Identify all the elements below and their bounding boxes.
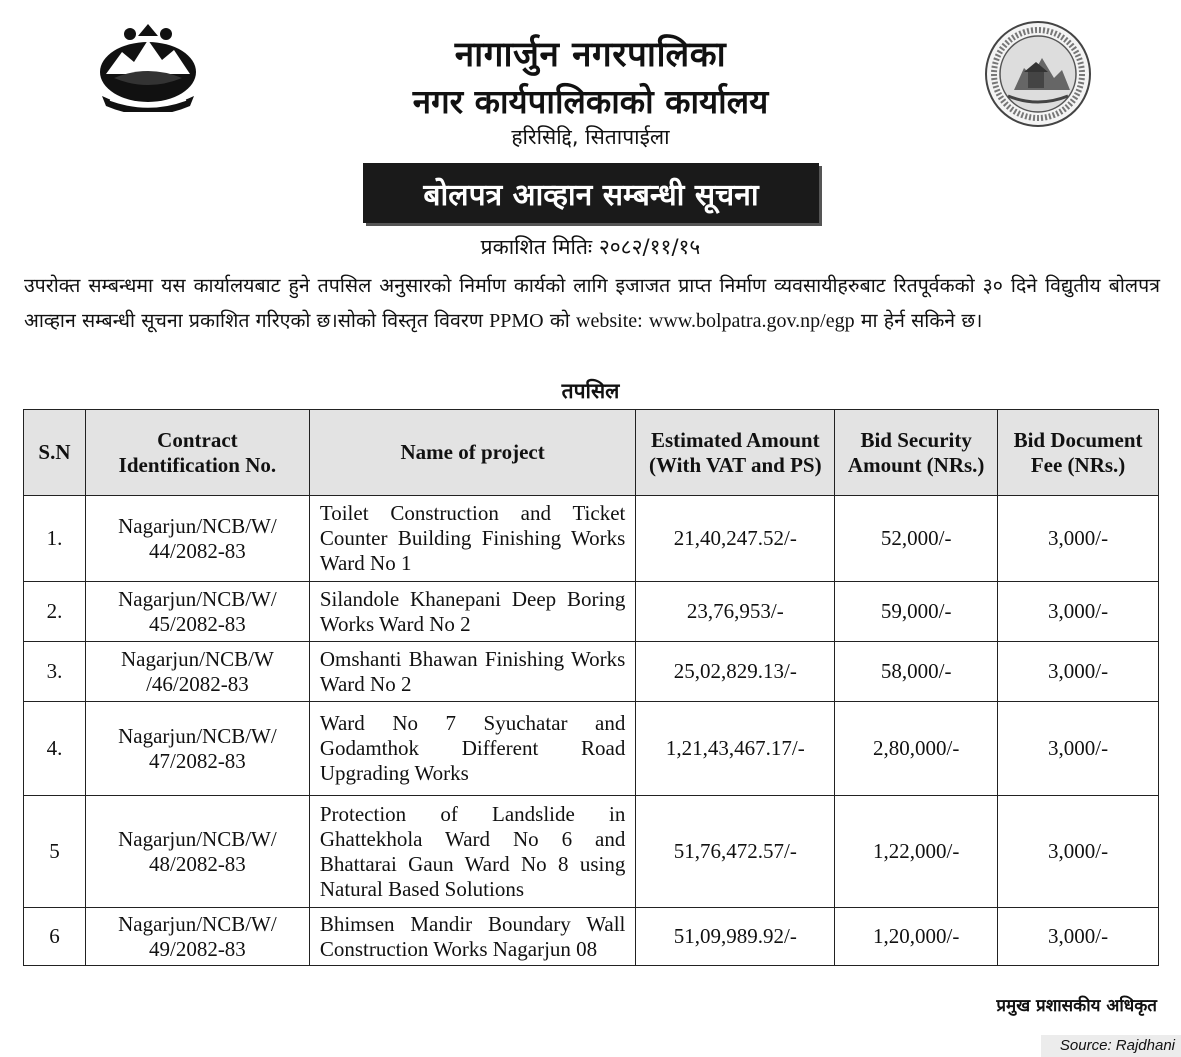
table-row: [24, 702, 1159, 796]
cell-project: Toilet Construction and Ticket Counter Building Finishing Works Ward No 1: [309, 496, 636, 582]
ppmo-text: PPMO: [489, 310, 544, 332]
cell-estimated: 25,02,829.13/-: [636, 642, 835, 702]
cell-estimated: 23,76,953/-: [636, 582, 835, 642]
table-row: [24, 908, 1159, 966]
header-security: Bid Security Amount (NRs.): [835, 410, 998, 496]
body-text-3: मा हेर्न सकिने छ।: [860, 309, 983, 332]
cell-contract: Nagarjun/NCB/W /46/2082-83: [85, 642, 309, 702]
cell-fee: 3,000/-: [998, 796, 1159, 908]
table-row: [24, 796, 1159, 908]
cell-estimated: 1,21,43,467.17/-: [636, 702, 835, 796]
notice-body: [24, 268, 1160, 339]
cell-security: 1,20,000/-: [835, 908, 998, 966]
cell-fee: 3,000/-: [998, 702, 1159, 796]
table-row: [24, 496, 1159, 582]
cell-contract: Nagarjun/NCB/W/ 44/2082-83: [85, 496, 309, 582]
table-header-row: [24, 410, 1159, 496]
cell-contract: Nagarjun/NCB/W/ 45/2082-83: [85, 582, 309, 642]
cell-security: 52,000/-: [835, 496, 998, 582]
cell-estimated: 51,76,472.57/-: [636, 796, 835, 908]
cell-project: Bhimsen Mandir Boundary Wall Construction Works Nagarjun 08: [309, 908, 636, 966]
signatory-title: प्रमुख प्रशासकीय अधिकृत: [996, 996, 1157, 1016]
cell-sn: 3.: [24, 642, 86, 702]
cell-security: 59,000/-: [835, 582, 998, 642]
cell-estimated: 21,40,247.52/-: [636, 496, 835, 582]
cell-contract: Nagarjun/NCB/W/ 49/2082-83: [85, 908, 309, 966]
cell-contract: Nagarjun/NCB/W/ 47/2082-83: [85, 702, 309, 796]
website-label: website:: [576, 310, 643, 332]
office-address: हरिसिद्दि, सितापाईला: [511, 125, 670, 149]
body-text-2: को: [549, 309, 570, 332]
header-estimated: Estimated Amount (With VAT and PS): [636, 410, 835, 496]
published-date: प्रकाशित मितिः २०८२/११/१५: [480, 235, 701, 259]
schedule-heading: तपसिल: [561, 379, 620, 403]
cell-project: Silandole Khanepani Deep Boring Works Ward No 2: [309, 582, 636, 642]
cell-sn: 1.: [24, 496, 86, 582]
cell-sn: 4.: [24, 702, 86, 796]
cell-security: 58,000/-: [835, 642, 998, 702]
cell-fee: 3,000/-: [998, 642, 1159, 702]
header-project: Name of project: [309, 410, 636, 496]
body-text: उपरोक्त सम्बन्धमा यस कार्यालयबाट हुने तपसिल अनुसारको निर्माण कार्यको लागि इजाजत प्राप्त निर्माण व्यवसायीहरुबाट रितपूर्वकको ३० दिने विद्युतीय बोलपत्र आव्हान सम्बन्धी सूचना प्रकाशित गरिएको छ।सोको विस्तृत विवरण: [24, 274, 1160, 332]
cell-security: 2,80,000/-: [835, 702, 998, 796]
cell-security: 1,22,000/-: [835, 796, 998, 908]
cell-contract: Nagarjun/NCB/W/ 48/2082-83: [85, 796, 309, 908]
cell-project: Protection of Landslide in Ghattekhola Ward No 6 and Bhattarai Gaun Ward No 8 using Natural Based Solutions: [309, 796, 636, 908]
municipality-name: नागार्जुन नगरपालिका: [454, 35, 727, 75]
cell-project: Ward No 7 Syuchatar and Godamthok Different Road Upgrading Works: [309, 702, 636, 796]
office-name: नगर कार्यपालिकाको कार्यालय: [412, 82, 769, 121]
table-row: [24, 582, 1159, 642]
header-contract: Contract Identification No.: [85, 410, 309, 496]
notice-title: बोलपत्र आव्हान सम्बन्धी सूचना: [363, 163, 819, 223]
cell-estimated: 51,09,989.92/-: [636, 908, 835, 966]
cell-fee: 3,000/-: [998, 582, 1159, 642]
source-credit: Source: Rajdhani: [1041, 1035, 1181, 1057]
cell-project: Omshanti Bhawan Finishing Works Ward No 2: [309, 642, 636, 702]
header-fee: Bid Document Fee (NRs.): [998, 410, 1159, 496]
table-row: [24, 642, 1159, 702]
cell-fee: 3,000/-: [998, 908, 1159, 966]
cell-sn: 6: [24, 908, 86, 966]
cell-sn: 5: [24, 796, 86, 908]
bid-table: [23, 409, 1159, 966]
cell-fee: 3,000/-: [998, 496, 1159, 582]
header-sn: S.N: [24, 410, 86, 496]
cell-sn: 2.: [24, 582, 86, 642]
website-link[interactable]: www.bolpatra.gov.np/egp: [648, 310, 855, 332]
